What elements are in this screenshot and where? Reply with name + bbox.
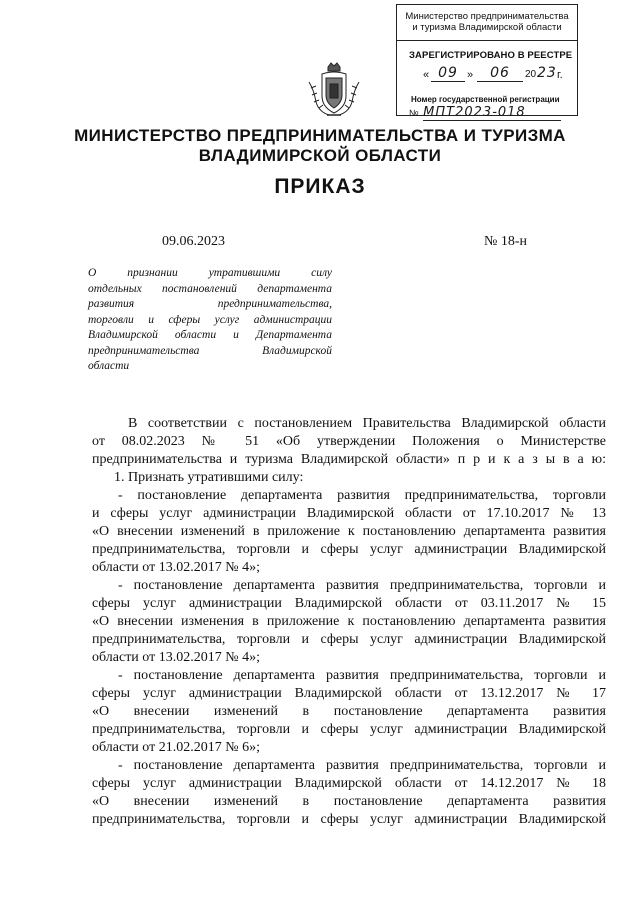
registration-stamp <box>396 4 578 120</box>
stamp-date-suffix: г. <box>557 69 563 81</box>
body-line: «О внесении изменений в постановление департамента развития <box>92 704 606 719</box>
subject-line: развития предпринимательства, <box>88 298 332 310</box>
body-line: от 08.02.2023 № 51 «Об утверждении Положения о Министерстве <box>92 434 606 449</box>
subject-line: торговли и сферы услуг администрации <box>88 313 332 326</box>
stamp-date-year-suffix: 23 <box>537 65 557 81</box>
order-number: № 18-н <box>484 234 528 249</box>
body-line: - постановление департамента развития предпринимательства, торговли <box>118 488 606 503</box>
body-line: 1. Признать утратившими силу: <box>114 470 304 485</box>
stamp-number <box>409 105 561 121</box>
body-line: В соответствии с постановлением Правительства Владимирской области <box>128 416 606 431</box>
subject-line: О признании утратившими силу <box>88 267 332 279</box>
body-line: предпринимательства, торговли и сферы услуг администрации Владимирской <box>92 632 606 647</box>
stamp-org-line2: и туризма Владимирской области <box>412 22 562 33</box>
body-line: области от 13.02.2017 № 4»; <box>92 560 260 575</box>
stamp-date: « 09 » 06 20 23 г. <box>423 65 563 81</box>
subject-line: области <box>88 360 130 372</box>
ministry-line1: МИНИСТЕРСТВО ПРЕДПРИНИМАТЕЛЬСТВА И ТУРИЗМА <box>74 126 566 145</box>
body-line: сферы услуг администрации Владимирской области от 03.11.2017 № 15 <box>92 596 606 611</box>
stamp-date-year-prefix: 20 <box>525 69 537 80</box>
stamp-date-month: 06 <box>477 65 523 82</box>
stamp-number-value: МПТ2023-018 <box>423 105 561 121</box>
body-line: «О внесении изменения в приложение к постановлению департамента развития <box>92 614 606 629</box>
ministry-line2: ВЛАДИМИРСКОЙ ОБЛАСТИ <box>198 146 442 165</box>
body-line: предпринимательства и туризма Владимирской области» п р и к а з ы в а ю: <box>92 452 606 467</box>
stamp-organization <box>397 5 577 41</box>
document-type: ПРИКАЗ <box>274 175 366 198</box>
body-line: предпринимательства, торговли и сферы услуг администрации Владимирской <box>92 542 606 557</box>
order-date: 09.06.2023 <box>162 234 225 249</box>
stamp-number-label: Номер государственной регистрации <box>411 95 560 104</box>
coat-of-arms-icon <box>305 62 363 118</box>
subject-line: предпринимательства Владимирской <box>88 344 332 357</box>
stamp-number-prefix: № <box>409 108 419 118</box>
stamp-date-day: 09 <box>431 65 465 82</box>
ministry-name <box>0 126 640 166</box>
body-line: предпринимательства, торговли и сферы услуг администрации Владимирской <box>92 812 606 827</box>
order-subject <box>88 266 332 375</box>
body-line: и сферы услуг администрации Владимирской области от 17.10.2017 № 13 <box>92 506 606 521</box>
body-line: сферы услуг администрации Владимирской области от 13.12.2017 № 17 <box>92 686 606 701</box>
body-line: - постановление департамента развития предпринимательства, торговли и <box>118 758 606 773</box>
body-line: области от 13.02.2017 № 4»; <box>92 650 260 665</box>
body-line: сферы услуг администрации Владимирской области от 14.12.2017 № 18 <box>92 776 606 791</box>
order-body <box>92 415 606 829</box>
body-line: «О внесении изменений в приложение к постановлению департамента развития <box>92 524 606 539</box>
body-line: - постановление департамента развития предпринимательства, торговли и <box>118 668 606 683</box>
subject-line: Владимирской области и Департамента <box>88 329 332 341</box>
body-line: - постановление департамента развития предпринимательства, торговли и <box>118 578 606 593</box>
body-line: предпринимательства, торговли и сферы услуг администрации Владимирской <box>92 722 606 737</box>
body-line: области от 21.02.2017 № 6»; <box>92 740 260 755</box>
subject-line: отдельных постановлений департамента <box>88 282 332 295</box>
stamp-org-line1: Министерство предпринимательства <box>405 11 569 22</box>
body-line: «О внесении изменений в постановление департамента развития <box>92 794 606 809</box>
stamp-registered-label: ЗАРЕГИСТРИРОВАНО В РЕЕСТРЕ <box>409 50 573 61</box>
